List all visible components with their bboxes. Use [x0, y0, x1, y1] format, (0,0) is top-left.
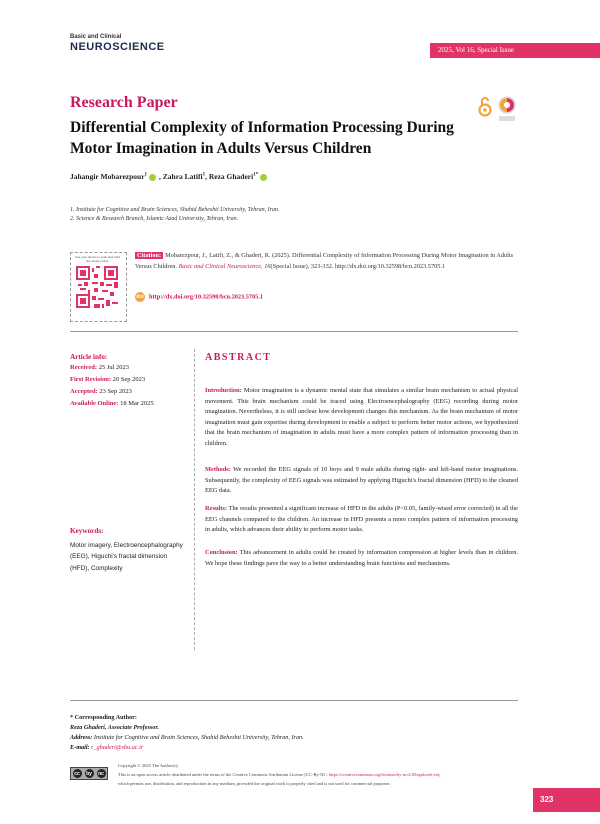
affiliation: 1. Institute for Cognitive and Brain Sciences, Shahid Beheshti University, Tehran, Iran.	[70, 207, 280, 213]
author-name: Jahangir Mobarezpour	[70, 172, 145, 181]
revision-label: First Revision:	[70, 376, 111, 383]
qr-caption: Use your device to scan and read the article online	[75, 255, 120, 263]
cc-license-icon[interactable]	[70, 767, 108, 780]
author-sup: 1	[144, 172, 148, 178]
email-label: E-mail:	[70, 744, 90, 751]
abstract-conclusion	[205, 548, 518, 569]
article-info-heading: Article info:	[70, 353, 108, 361]
license-text-end: ),	[437, 772, 441, 777]
nc-icon: nc	[98, 770, 104, 777]
keywords-heading: Keywords:	[70, 527, 104, 535]
author-sup: 1	[202, 172, 206, 178]
conclusion-text: This advancement in adults could be created by information compression at higher levels than in children. We hope these findings pave the way to a better understanding brain functions and mechanisms.	[205, 549, 518, 567]
abstract-introduction	[205, 386, 518, 449]
author-name: Reza Ghaderi	[208, 172, 254, 181]
open-access-icon	[478, 96, 492, 118]
results-text: The results presented a significant increase of HFD in the adults (P<0.05, family-wised error corrected) in all the EEG channels compared to the children. An increase in HFD presents a more complex pattern of information processing in adults, which advances their ability to perform motor tasks.	[205, 505, 518, 533]
crossmark-icon	[498, 96, 516, 124]
citation-volume: 16	[264, 262, 271, 270]
license-link[interactable]: https://creativecommons.org/licenses/by-nc/4.0/legalcode.en	[328, 772, 438, 777]
journal-top-label: Basic and Clinical	[70, 34, 122, 40]
intro-text: Motor imagination is a dynamic mental state that simulates a similar brain mechanism to actual physical movement. This brain mechanism could be traced using Electroencephalography (EEG) recording during motor imagination. Nevertheless, it is still unclear how development changes this mechanism. As the brain mechanism of motor imagination must gain expertise during development to enable a subject to perform better motor actions, we hypothesized that the brain mechanism of imagination in adults must have a more complex pattern of information processing than in children.	[205, 387, 518, 447]
doi-link[interactable]: http://dx.doi.org/10.32598/bcn.2023.5705.1	[149, 293, 264, 301]
email-link[interactable]: r_ghaderi@sbu.ac.ir	[91, 744, 144, 751]
article-type: Research Paper	[70, 94, 178, 111]
accepted-date: 23 Sep 2023	[99, 388, 132, 395]
corresponding-heading: * Corresponding Author:	[70, 714, 137, 721]
online-label: Available Online:	[70, 400, 119, 407]
doi-row[interactable]	[135, 292, 263, 302]
journal-logo: NEUROSCIENCE	[70, 41, 165, 53]
page-number: 323	[533, 788, 600, 812]
doi-icon: doi	[136, 294, 144, 300]
citation-journal: Basic and Clinical Neuroscience,	[178, 262, 263, 270]
orcid-icon[interactable]	[149, 174, 156, 181]
citation-text: Mobarezpour, J., Latifi, Z., & Ghaderi, R. (2025). Differential Complexity of Information Processing During Motor Imagination in Adults Versus Children.	[135, 252, 514, 270]
qr-code-icon[interactable]	[76, 266, 118, 308]
column-divider	[194, 349, 195, 650]
license-line	[118, 771, 520, 779]
divider	[70, 700, 518, 701]
license-terms: which permits use, distribution, and reproduction in any medium, provided the original work is properly cited and is not used for commercial purposes.	[118, 781, 391, 786]
corresponding-address	[70, 734, 304, 741]
abstract-results	[205, 504, 518, 536]
divider	[70, 331, 518, 332]
address-label: Address:	[70, 734, 93, 741]
corresponding-email	[70, 744, 143, 751]
results-label: Results:	[205, 505, 228, 512]
accepted-line	[70, 388, 132, 395]
license-text: This is an open access article distributed under the terms of the Creative Commons Attribution License (CC-By-NC:	[118, 772, 328, 777]
article-title: Differential Complexity of Information Processing During Motor Imagination in Adults Versus Children	[70, 119, 454, 157]
citation-label: Citation:	[137, 252, 162, 259]
revision-date: 20 Sep 2023	[112, 376, 146, 383]
methods-label: Methods:	[205, 466, 231, 473]
orcid-icon[interactable]	[260, 174, 267, 181]
author-name: Zahra Latifi	[162, 172, 203, 181]
methods-text: We recorded the EEG signals of 10 boys and 9 male adults during right- and left-hand motor imaginations. Subsequently, the complexity of EEG signals was estimated by applying Higuchi's fractal dimension (HFD) to the cleaned EEG data.	[205, 466, 519, 494]
cc-icon: cc	[74, 770, 80, 777]
intro-label: Introduction:	[205, 387, 242, 394]
conclusion-label: Conclusion:	[205, 549, 238, 556]
affiliation: 2. Science & Research Branch, Islamic Azad University, Tehran, Iran.	[70, 216, 239, 222]
by-icon: by	[86, 770, 92, 777]
citation-pages: (Special Issue), 323-332. http://dx.doi.org/10.32598/bcn.2023.5705.1	[270, 262, 446, 270]
received-date: 25 Jul 2023	[98, 364, 130, 371]
author-sup: 1*	[253, 172, 259, 178]
online-line	[70, 400, 154, 407]
corresponding-name: Reza Ghaderi, Associate Professor.	[70, 724, 159, 731]
copyright-line: Copyright © 2025 The Author(s);	[118, 763, 179, 768]
abstract-heading: ABSTRACT	[205, 352, 272, 363]
revision-line	[70, 376, 145, 383]
received-label: Received:	[70, 364, 98, 371]
citation-block	[135, 251, 520, 272]
received-line	[70, 364, 129, 371]
accepted-label: Accepted:	[70, 388, 98, 395]
issue-banner: 2025, Vol 16, Special Issue	[430, 43, 600, 58]
keywords-text: Motor imagery, Electroencephalography (EEG), Higuchi's fractal dimension (HFD), Complexity	[70, 542, 183, 572]
abstract-methods	[205, 465, 518, 497]
author-list: Jahangir Mobarezpour$^1$ , Zahra Latifi$^1$, Reza Ghaderi$^{1*}$	[70, 172, 270, 181]
online-date: 18 Mar 2025	[120, 400, 154, 407]
address-text: Institute for Cognitive and Brain Sciences, Shahid Beheshti University, Tehran, Iran.	[93, 734, 304, 741]
